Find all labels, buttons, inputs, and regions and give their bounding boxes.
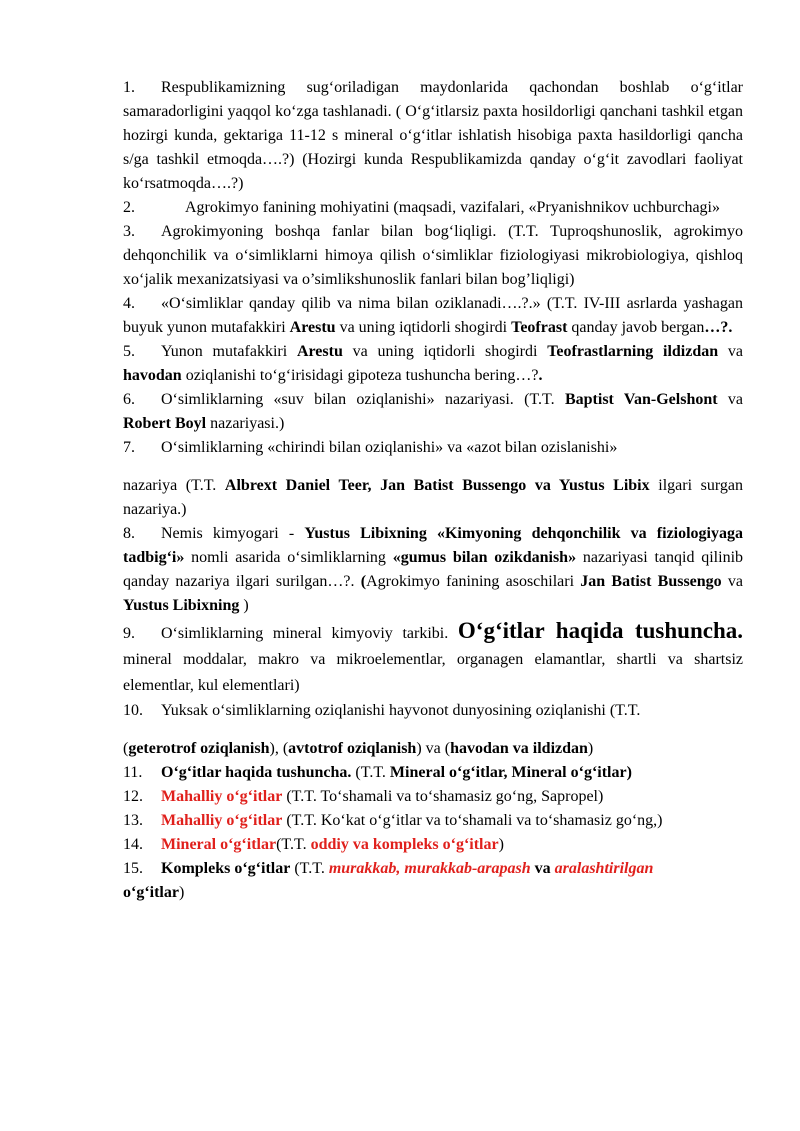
item-text: O‘simliklarning mineral kimyoviy tarkibi.	[161, 625, 458, 642]
item-number: 3.	[123, 223, 135, 240]
item-bold-text: O‘g‘itlar haqida tushuncha.	[161, 764, 352, 781]
item-text: ), (	[269, 740, 289, 757]
item-heading-text: O‘g‘itlar haqida tushuncha.	[457, 618, 743, 643]
item-text: Respublikamizning sug‘oriladigan maydonlarida qachondan boshlab o‘g‘itlar samaradorligini yaqqol ko‘zga tashlanadi. ( O‘g‘itlarsiz paxta hosildorligi qanchani tashkil etgan hozirgi kunda, gektariga 11-12 s mineral o‘g‘itlar ishlatish hisobiga paxta hasildorligi qancha s/ga tashkil etmoqda….?) (Hozirgi kunda Respublikamizda qanday o‘g‘it zavodlari faoliyat ko‘rsatmoqda….?)	[123, 79, 743, 192]
item-red-text: oddiy va kompleks o‘g‘itlar	[310, 836, 499, 853]
item-text: Nemis kimyogari -	[161, 525, 305, 542]
item-bold-text: Yustus Libixning «Kimyoning dehqonchilik va fiziologiyaga tadbig‘i»	[123, 525, 744, 566]
item-text: )	[239, 597, 249, 614]
item-bold-text: Robert Boyl	[123, 415, 207, 432]
item-bold-text: Kompleks o‘g‘itlar	[161, 860, 291, 877]
item-text: nazariya (T.T.	[123, 477, 225, 494]
item-number: 14.	[123, 836, 143, 853]
item-number: 12.	[123, 788, 143, 805]
item-bold-text: Arestu	[289, 319, 336, 336]
item-text: ) va (	[416, 740, 451, 757]
item-bold-text: Mineral o‘g‘itlar, Mineral o‘g‘itlar)	[389, 764, 632, 781]
list-item-7-continued	[123, 474, 743, 522]
item-text: ilgari surgan nazariya.)	[123, 477, 744, 518]
item-bold-text: «gumus bilan ozikdanish»	[392, 549, 577, 566]
item-text: (T.T.	[290, 860, 329, 877]
item-number: 8.	[123, 525, 135, 542]
item-bold-text: o‘g‘itlar	[123, 884, 179, 901]
list-item-10-continued	[123, 737, 743, 761]
list-item-9	[123, 618, 743, 699]
list-item-3	[123, 220, 743, 292]
list-item-1	[123, 76, 743, 196]
item-number: 7.	[123, 439, 135, 456]
item-bold-text: Jan Batist Bussengo	[580, 573, 722, 590]
item-bold-text: Baptist Van-Gelshont	[564, 391, 718, 408]
item-text: Yuksak o‘simliklarning oziqlanishi hayvonot dunyosining oziqlanishi (T.T.	[161, 702, 641, 719]
item-bold-text: havodan	[123, 367, 182, 384]
item-bold-text: va	[530, 860, 555, 877]
list-item-4	[123, 292, 743, 340]
item-text: nomli asarida o‘simliklarning	[184, 549, 393, 566]
item-red-italic-text: aralashtirilgan	[554, 860, 654, 877]
item-text: (T.T.	[276, 836, 311, 853]
item-text: (T.T. To‘shamali va to‘shamasiz go‘ng, Sapropel)	[282, 788, 604, 805]
item-text: va	[721, 573, 744, 590]
item-number: 11.	[123, 764, 143, 781]
item-number: 6.	[123, 391, 135, 408]
list-item-14	[123, 833, 743, 857]
item-bold-text: .	[538, 367, 543, 384]
item-text: Agrokimyo fanining mohiyatini (maqsadi, vazifalari, «Pryanishnikov uchburchagi»	[185, 199, 720, 216]
item-text: oziqlanishi to‘g‘irisidagi gipoteza tushuncha bering…?	[181, 367, 539, 384]
list-item-12	[123, 785, 743, 809]
item-bold-text: Teofrast	[511, 319, 568, 336]
item-number: 1.	[123, 79, 135, 96]
item-bold-text: Teofrastlarning ildizdan	[547, 343, 719, 360]
item-text: )	[498, 836, 504, 853]
item-text: nazariyasi.)	[206, 415, 285, 432]
item-number: 15.	[123, 860, 143, 877]
item-bold-text: (	[360, 573, 367, 590]
item-text: O‘simliklarning «chirindi bilan oziqlanishi» va «azot bilan ozislanishi»	[161, 439, 618, 456]
item-number: 13.	[123, 812, 143, 829]
item-number: 10.	[123, 702, 143, 719]
item-bold-text: Arestu	[296, 343, 343, 360]
item-bold-text: …?.	[704, 319, 733, 336]
list-item-8	[123, 522, 743, 618]
item-text: (T.T. Ko‘kat o‘g‘itlar va to‘shamali va to‘shamasiz go‘ng,)	[282, 812, 663, 829]
item-number: 5.	[123, 343, 135, 360]
item-text: Agrokimyo fanining asoschilari	[366, 573, 581, 590]
list-item-6	[123, 388, 743, 436]
list-item-5	[123, 340, 743, 388]
list-item-2	[123, 196, 743, 220]
list-item-7	[123, 436, 743, 460]
list-item-11	[123, 761, 743, 785]
item-bold-text: havodan va ildizdan	[450, 740, 588, 757]
item-text: nazariyasi tanqid qilinib qanday nazariya ilgari surilgan…?.	[123, 549, 744, 590]
item-text: va uning iqtidorli shogirdi	[335, 319, 512, 336]
list-item-13	[123, 809, 743, 833]
item-red-italic-text: murakkab, murakkab-arapash	[328, 860, 531, 877]
item-number: 9.	[123, 625, 135, 642]
item-text: (T.T.	[351, 764, 390, 781]
item-bold-text: avtotrof oziqlanish	[288, 740, 417, 757]
document-page	[123, 76, 743, 905]
item-bold-text: Albrext Daniel Teer, Jan Batist Bussengo va Yustus Libix	[224, 477, 650, 494]
item-red-text: Mineral o‘g‘itlar	[161, 836, 277, 853]
item-text: mineral moddalar, makro va mikroelementlar, organagen elamantlar, shartli va shartsiz elementlar, kul elementlari)	[123, 651, 743, 694]
item-number: 4.	[123, 295, 135, 312]
item-bold-text: geterotrof oziqlanish	[128, 740, 270, 757]
item-text: va	[718, 343, 744, 360]
item-text: )	[587, 740, 594, 757]
item-red-text: Mahalliy o‘g‘itlar	[161, 812, 283, 829]
item-text: qanday javob bergan	[567, 319, 705, 336]
item-red-text: Mahalliy o‘g‘itlar	[161, 788, 283, 805]
list-item-10	[123, 699, 743, 723]
item-text: «O‘simliklar qanday qilib va nima bilan oziklanadi….?.» (T.T. IV-III asrlarda yashagan buyuk yunon mutafakkiri	[123, 295, 743, 336]
list-item-15	[123, 857, 743, 905]
item-text: (	[123, 740, 129, 757]
item-text: Yunon mutafakkiri	[161, 343, 297, 360]
item-number: 2.	[123, 199, 135, 216]
item-text: va	[717, 391, 743, 408]
item-text: va uning iqtidorli shogirdi	[342, 343, 548, 360]
item-text: )	[178, 884, 185, 901]
item-bold-text: Yustus Libixning	[123, 597, 240, 614]
item-text: O‘simliklarning «suv bilan oziqlanishi» nazariyasi. (T.T.	[161, 391, 565, 408]
item-text: Agrokimyoning boshqa fanlar bilan bog‘liqligi. (T.T. Tuproqshunoslik, agrokimyo dehqonchilik va o‘simliklarni himoya qilish o‘simliklar fiziologiyasi mikrobiologiya, qishloq xo‘jalik mexanizatsiyasi va o’simlikshunoslik fanlari bilan bog’liqligi)	[123, 223, 743, 288]
